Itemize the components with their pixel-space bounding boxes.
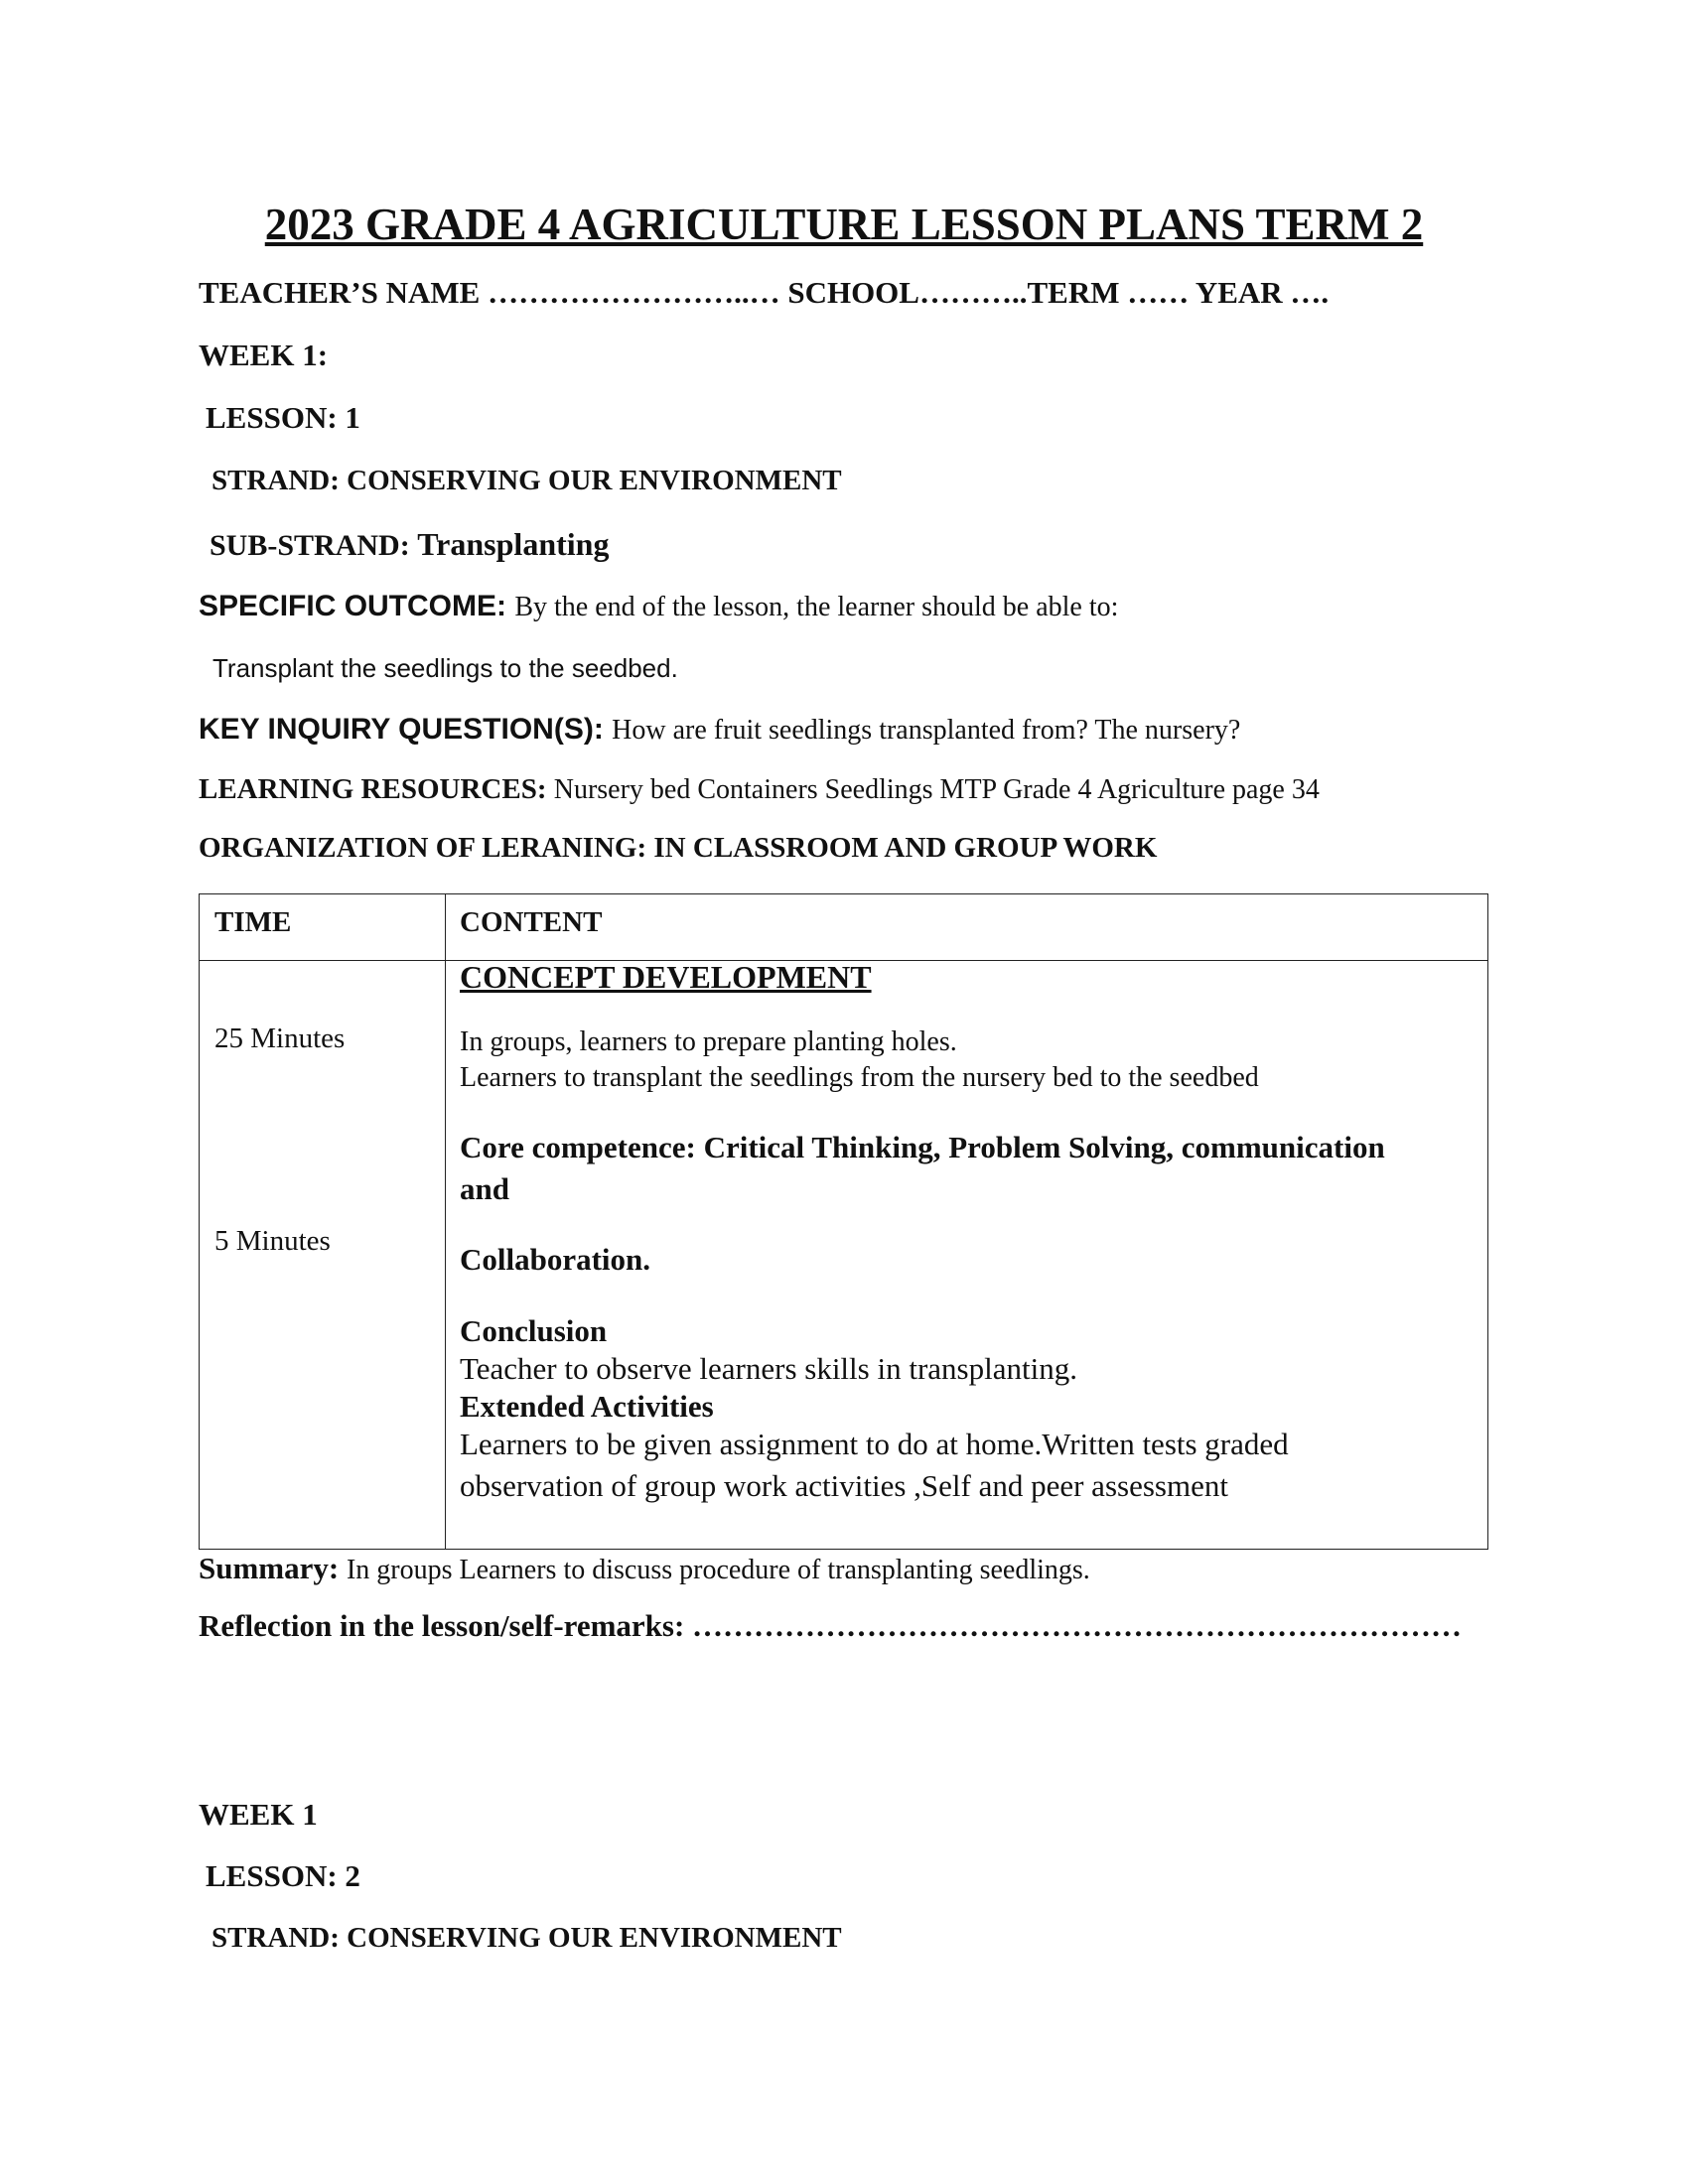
extended-activities-heading: Extended Activities: [460, 1389, 714, 1424]
outcome-item: Transplant the seedlings to the seedbed.: [212, 653, 678, 683]
table-header-row: [200, 894, 1488, 961]
summary-value: In groups Learners to discuss procedure of transplanting seedlings.: [346, 1555, 1090, 1585]
key-inquiry-label: KEY INQUIRY QUESTION(S):: [199, 713, 613, 746]
header-content: CONTENT: [446, 894, 1488, 961]
teacher-info-line: TEACHER’S NAME ……………………..… SCHOOL………..TERM …… YEAR ….: [199, 275, 1330, 310]
core-competence-line-1: Core competence: Critical Thinking, Problem Solving, communication: [460, 1130, 1385, 1164]
concept-line-2: Learners to transplant the seedlings from the nursery bed to the seedbed: [460, 1062, 1259, 1093]
concept-development-heading: CONCEPT DEVELOPMENT: [460, 959, 872, 995]
strand-label: STRAND:: [211, 465, 348, 496]
extended-line-2: observation of group work activities ,Self and peer assessment: [460, 1468, 1228, 1503]
core-competence-line-2: and: [460, 1171, 509, 1206]
strand-line: [211, 465, 842, 497]
content-cell: [446, 961, 1488, 1550]
page-title: 2023 GRADE 4 AGRICULTURE LESSON PLANS TERM 2: [264, 200, 1424, 249]
extended-line-1: Learners to be given assignment to do at home.Written tests graded: [460, 1427, 1289, 1461]
reflection-line: Reflection in the lesson/self-remarks: …………………………………………………………………: [199, 1608, 1463, 1643]
conclusion-heading: Conclusion: [460, 1313, 608, 1348]
lesson-label-2: LESSON: 2: [206, 1858, 360, 1893]
core-competence-line-3: Collaboration.: [460, 1242, 651, 1277]
lesson-table: [199, 893, 1488, 1550]
strand-value: CONSERVING OUR ENVIRONMENT: [347, 465, 842, 496]
time-25-minutes: 25 Minutes: [214, 1023, 346, 1054]
header-time: TIME: [200, 894, 446, 961]
time-5-minutes: 5 Minutes: [214, 1225, 331, 1257]
specific-outcome-label: SPECIFIC OUTCOME:: [199, 590, 515, 622]
specific-outcome-value: By the end of the lesson, the learner should be able to:: [514, 592, 1119, 622]
conclusion-text: Teacher to observe learners skills in transplanting.: [460, 1351, 1077, 1386]
learning-resources-value: Nursery bed Containers Seedlings MTP Grade 4 Agriculture page 34: [553, 774, 1320, 805]
lesson-label: LESSON: 1: [206, 400, 360, 435]
week-label: WEEK 1:: [199, 338, 329, 372]
strand-value-2: CONSERVING OUR ENVIRONMENT: [347, 1922, 842, 1954]
organization-line: ORGANIZATION OF LERANING: IN CLASSROOM AND GROUP WORK: [199, 832, 1158, 864]
substrand-label: SUB-STRAND:: [210, 529, 418, 562]
strand-line-2: [211, 1922, 842, 1955]
key-inquiry-value: How are fruit seedlings transplanted from? The nursery?: [612, 715, 1241, 746]
concept-line-1: In groups, learners to prepare planting holes.: [460, 1026, 957, 1057]
substrand-line: [210, 526, 609, 563]
summary-label: Summary:: [199, 1551, 347, 1585]
key-inquiry-line: [199, 713, 1240, 747]
substrand-value: Transplanting: [417, 526, 610, 562]
specific-outcome-line: [199, 590, 1118, 623]
summary-line: [199, 1551, 1090, 1586]
week-label-2: WEEK 1: [199, 1797, 318, 1832]
learning-resources-line: [199, 773, 1320, 806]
table-body-row: [200, 961, 1488, 1550]
time-cell: [200, 961, 446, 1550]
strand-label-2: STRAND:: [211, 1922, 348, 1954]
learning-resources-label: LEARNING RESOURCES:: [199, 773, 554, 805]
